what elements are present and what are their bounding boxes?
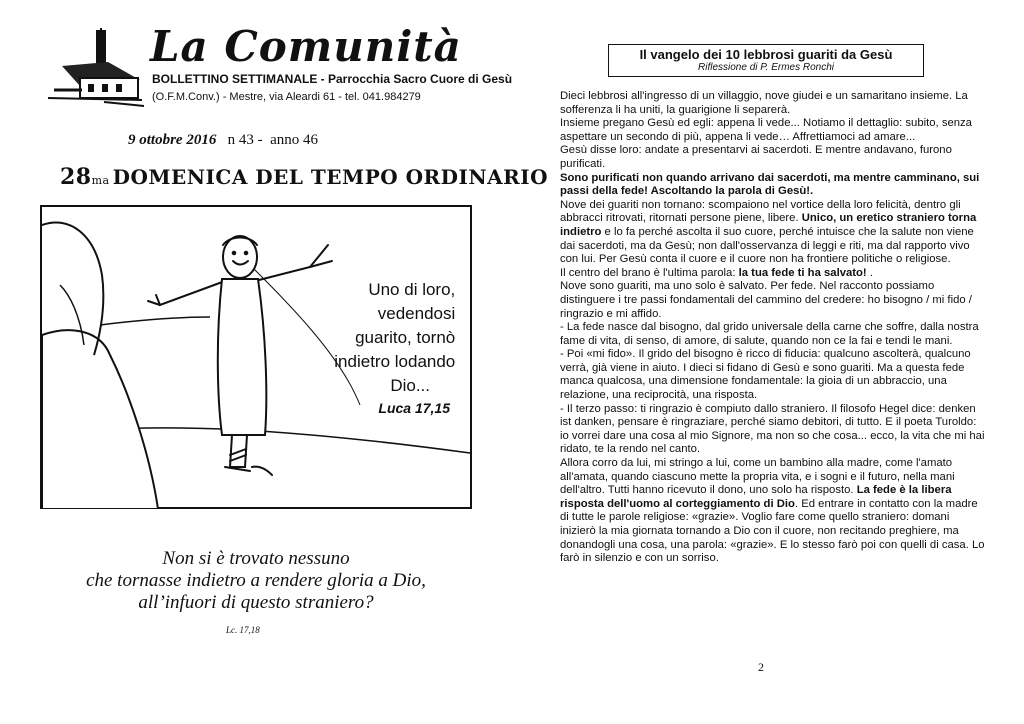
article-body	[560, 90, 988, 566]
quote-line-3: guarito, tornò	[355, 328, 456, 347]
illustration-reference: Luca 17,15	[378, 400, 450, 416]
caption-reference: Lc. 17,18	[226, 625, 260, 635]
masthead-title: La Comunità	[150, 22, 462, 71]
article-paragraph: - Il terzo passo: ti ringrazio è compiuto dallo straniero. Il filosofo Hegel dice: denken ist danken, pensare è ringraziare, perché siamo debitori, di tutto. E il poeta Turoldo: io vorrei dare una cosa al mio Signore, ma non so che cosa... ecco, la vita che mi hai ridato, te la rendo nel canto.	[560, 402, 985, 456]
article-title-box	[608, 44, 924, 77]
sunday-name: DOMENICA DEL TEMPO ORDINARIO	[112, 165, 549, 189]
article-paragraph	[560, 199, 988, 267]
article-paragraph-bold: Sono purificati non quando arrivano dai sacerdoti, ma mentre camminano, sui passi della fede! Ascoltando la parola di Gesù!.	[560, 171, 980, 198]
caption-quote	[56, 548, 456, 614]
gospel-illustration	[40, 205, 472, 509]
issue-line	[128, 132, 318, 149]
sunday-suffix: ma	[91, 174, 110, 187]
text-run: .	[866, 266, 873, 279]
article-paragraph: - La fede nasce dal bisogno, dal grido universale della carne che soffre, dalla nostra fame di vita, di senso, di amore, di salute, quando non ce la fai e tendi le mani.	[560, 321, 979, 347]
text-run: Il centro del brano è l'ultima parola:	[560, 266, 739, 279]
article-paragraph: Dieci lebbrosi all'ingresso di un villaggio, nove giudei e un samaritano insieme. La sofferenza li ha uniti, la guarigione li separerà.	[560, 90, 968, 116]
article-title: Il vangelo dei 10 lebbrosi guariti da Gesù	[639, 47, 893, 62]
sunday-number: 28	[60, 164, 92, 190]
article-paragraph: Nove sono guariti, ma uno solo è salvato. Per fede. Nel racconto possiamo distinguere i tre passi fondamentali del cammino del credere: ho bisogno / mi fido / ringrazio e mi affido.	[560, 280, 972, 320]
article-paragraph: Insieme pregano Gesù ed egli: appena li vede... Notiamo il dettaglio: subito, senza aspettare un secondo di più, appena li vede… Affrettiamoci ad amare...	[560, 117, 972, 143]
quote-line-1: Uno di loro,	[368, 280, 456, 299]
caption-line-3: all’infuori di questo straniero?	[138, 592, 374, 613]
article-paragraph: Gesù disse loro: andate a presentarvi ai sacerdoti. E mentre andavano, furono purificati.	[560, 144, 952, 170]
text-run: Nove dei guariti non tornano: scompaiono nel vortice della loro felicità, dentro gli abbracci ritrovati, ritornati persone piene, libere.	[560, 198, 961, 225]
text-run-bold: La fede è la libera risposta dell'uomo al corteggiamento di Dio	[560, 484, 952, 510]
issue-date: 9 ottobre 2016	[128, 132, 217, 148]
article-paragraph	[560, 267, 988, 281]
text-run: . Ed entrare in contatto con la madre di tutte le parole religiose: «grazie». Voglio fare come quello straniero: domani inizierò la mia giornata tornando a Dio con il cuore, non recitando preghiere, ma donandogli una cosa, una parola: «grazie». E lo stesso farò poi con quelli di casa. Lo farò in silenzio e con un sorriso.	[560, 497, 985, 565]
issue-year: anno 46	[270, 132, 319, 148]
text-run: Allora corro da lui, mi stringo a lui, come un bambino alla madre, come l'amato all'amata, quando ciascuno mette la propria vita, e i sogni e il futuro, nella mani dell'altro. Tutti hanno ricevuto il dono, uno solo ha risposto.	[560, 457, 955, 497]
text-run-bold: la tua fede ti ha salvato!	[738, 266, 867, 279]
issue-number: n 43 -	[227, 132, 263, 148]
page-number: 2	[758, 660, 764, 674]
article-paragraph	[560, 457, 988, 566]
text-run-bold: Unico, un eretico straniero torna indietro	[560, 212, 977, 238]
caption-line-1: Non si è trovato nessuno	[162, 548, 350, 569]
text-run: e lo fa perché ascolta il suo cuore, perché intuisce che la salute non viene dai sacerdoti, ma da Gesù; non dall'osservanza di leggi e riti, ma dal rapporto vivo con lui. Per Gesù conta il cuore e il cuore non ha frontiere politiche o religiose.	[560, 225, 974, 266]
article-paragraph: - Poi «mi fido». Il grido del bisogno è ricco di fiducia: qualcuno ascolterà, qualcuno verrà, già viene in aiuto. I dieci si fidano di Gesù e sono guariti. Ma a questa fede manca qualcosa, una dimensione fondamentale: la gioia di un abbraccio, una relazione, una reciprocità, una risposta.	[560, 348, 971, 402]
church-logo-icon	[44, 28, 144, 108]
sunday-heading	[60, 164, 548, 190]
quote-line-4: indietro lodando	[334, 352, 456, 371]
masthead-address: (O.F.M.Conv.) - Mestre, via Aleardi 61 - tel. 041.984279	[152, 91, 421, 103]
quote-line-5: Dio...	[390, 376, 430, 395]
right-page	[512, 0, 1024, 724]
quote-line-2: vedendosi	[377, 304, 456, 323]
caption-line-2: che tornasse indietro a rendere gloria a Dio,	[86, 570, 426, 591]
masthead-subtitle: BOLLETTINO SETTIMANALE - Parrocchia Sacro Cuore di Gesù	[152, 72, 513, 86]
article-author: Riflessione di P. Ermes Ronchi	[698, 62, 834, 73]
